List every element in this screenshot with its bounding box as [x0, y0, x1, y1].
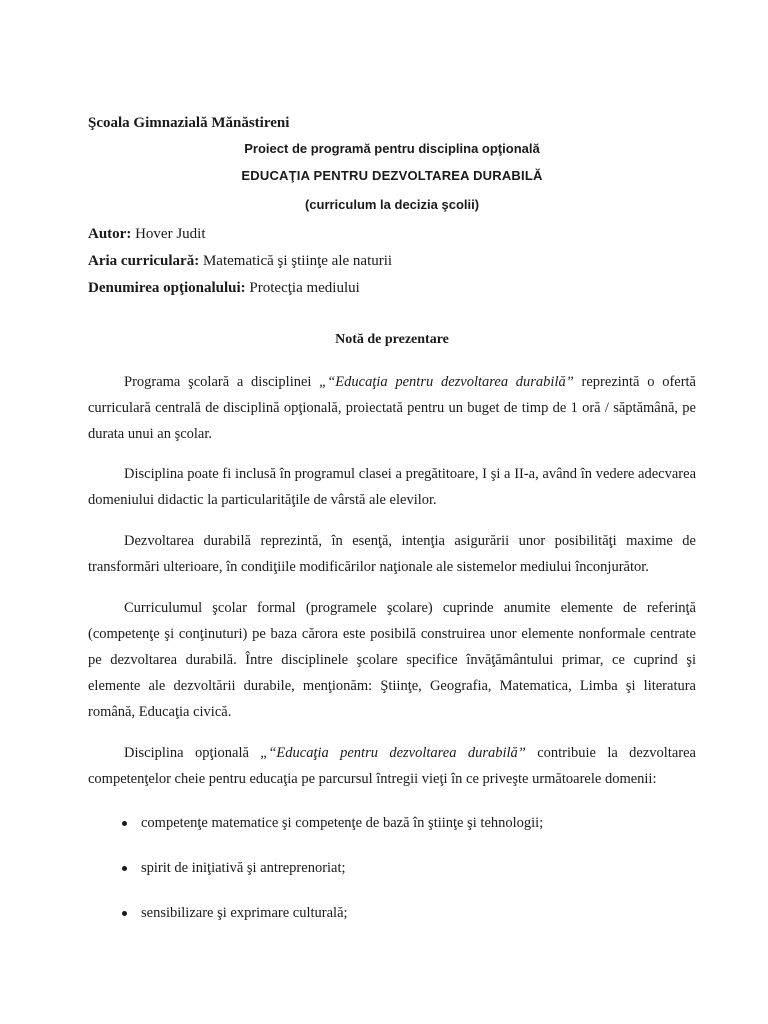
- p1-start: Programa şcolară a disciplinei: [124, 374, 320, 390]
- bullet-text: spirit de iniţiativă şi antreprenoriat;: [141, 860, 346, 876]
- p1-end: reprezintă o ofertă curriculară centrală de disciplină opţională, proiectată pentru un buget de timp de 1 oră / săptămână, pe durata unui an şcolar.: [88, 374, 696, 442]
- aria-label: Aria curriculară:: [88, 253, 200, 269]
- bullet-icon: [122, 821, 127, 826]
- list-item: [88, 900, 696, 926]
- denumire-value: Protecţia mediului: [249, 280, 360, 296]
- section-heading: Notă de prezentare: [335, 332, 449, 347]
- program-title: EDUCAŢIA PENTRU DEZVOLTAREA DURABILĂ: [241, 168, 543, 183]
- aria-value: Matematică şi ştiinţe ale naturii: [202, 253, 393, 269]
- curriculum-note: (curriculum la decizia şcolii): [304, 197, 480, 212]
- bullet-text: sensibilizare şi exprimare culturală;: [141, 905, 348, 921]
- bullet-icon: [122, 866, 127, 871]
- paragraph-1: [88, 369, 696, 447]
- bullet-icon: [122, 911, 127, 916]
- p5-italic: „“Educaţia pentru dezvoltarea durabilă”: [260, 745, 526, 761]
- paragraph-4: Curriculumul şcolar formal (programele şcolare) cuprinde anumite elemente de referinţă (competenţe şi conţinuturi) pe baza cărora este posibilă construirea unor elemente nonformale centrate pe dezvoltarea durabilă. Între disciplinele şcolare specifice învăţământului primar, ce cuprind şi elemente ale dezvoltării durabile, menţionăm: Ştiinţe, Geografia, Matematica, Limba şi literatura română, Educaţia civică.: [88, 600, 696, 720]
- list-item: [88, 810, 696, 836]
- autor-value: Hover Judit: [135, 226, 206, 242]
- paragraph-2: Disciplina poate fi inclusă în programul clasei a pregătitoare, I şi a II-a, având în vedere adecvarea domeniului didactic la particularităţile de vârstă ale elevilor.: [88, 466, 696, 508]
- p5-end: contribuie la dezvoltarea competenţelor cheie pentru educaţia pe parcursul întregii vieţi în ce priveşte următoarele domenii:: [88, 745, 696, 787]
- p5-start: Disciplina opţională: [124, 745, 261, 761]
- meta-autor: [88, 226, 206, 243]
- bullet-list: [88, 810, 696, 945]
- bullet-text: competenţe matematice şi competenţe de bază în ştiinţe şi tehnologii;: [141, 815, 544, 831]
- meta-aria: [88, 253, 392, 270]
- paragraph-3: Dezvoltarea durabilă reprezintă, în esenţă, intenţia asigurării unor posibilităţi maxime de transformări ulterioare, în condiţiile modificărilor naţionale ale sistemelor mediului înconjurător.: [88, 533, 696, 575]
- denumire-label: Denumirea opţionalului:: [88, 280, 246, 296]
- project-line: Proiect de programă pentru disciplina opţională: [244, 141, 540, 156]
- list-item: [88, 855, 696, 881]
- paragraph-5: [88, 740, 696, 792]
- autor-label: Autor:: [88, 226, 132, 242]
- p1-italic: „“Educaţia pentru dezvoltarea durabilă”: [319, 374, 574, 390]
- school-name: Şcoala Gimnazială Mănăstireni: [88, 115, 290, 131]
- meta-denumire: [88, 280, 360, 297]
